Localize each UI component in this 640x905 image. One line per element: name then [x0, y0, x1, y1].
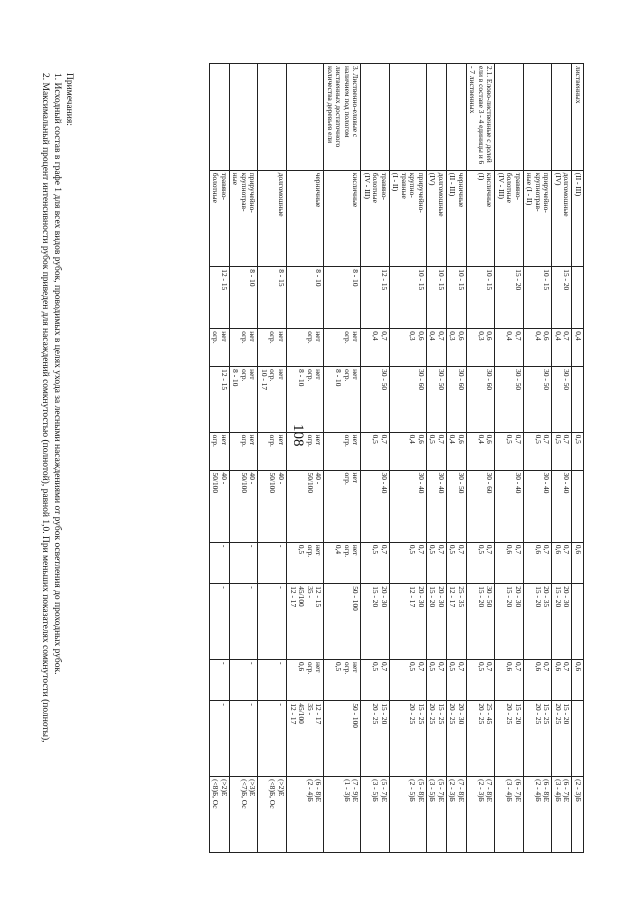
table-cell: (7 - 9)Е (1 - 3)Б [324, 777, 361, 853]
table-cell: долгомошные (IV) [426, 170, 446, 266]
table-cell: 15 - 25 20 - 25 [389, 701, 426, 777]
table-cell: 0,7 0,5 [446, 660, 466, 701]
table-cell: - [209, 660, 229, 701]
table-cell: 0,7 0,4 [426, 329, 446, 367]
table-cell: 12 - 15 [209, 367, 229, 432]
table-cell: 30 - 60 [466, 470, 495, 542]
table-cell: 30 - 50 [446, 470, 466, 542]
table-cell: 0,7 0,5 [426, 542, 446, 583]
table-row [229, 64, 258, 853]
table-cell: (5 - 7)Е (3 - 5)Б [426, 777, 446, 853]
table-cell [572, 470, 584, 542]
table-cell: 30 - 50 [361, 367, 390, 432]
table-cell: 20 - 30 15 - 20 [495, 584, 524, 660]
table-cell [389, 64, 426, 171]
table-cell: (5 - 7)Е (3 - 5)Б [361, 777, 390, 853]
table-cell: 40 - 50/100 [258, 470, 287, 542]
table-cell: 2.1. Елово-лиственные с долей ели в составе 3 - 4 единицы и 6 - 7 лиственных [466, 64, 495, 171]
table-cell: нет огр. 10 - 17 [258, 367, 287, 432]
table-cell: (>2)Е (<8)Б, Ос [209, 777, 229, 853]
table-cell [572, 701, 584, 777]
table-cell: 30 - 60 [389, 367, 426, 432]
table-cell [446, 64, 466, 171]
table-cell: - [258, 542, 287, 583]
table-cell: 8 - 10 [324, 267, 361, 329]
table-body [209, 64, 583, 853]
table-cell: 0,4 [572, 329, 584, 367]
table-cell: лиственных [572, 64, 584, 171]
table-cell: 30 - 50 15 - 20 [466, 584, 495, 660]
table-cell: нет огр. [209, 329, 229, 367]
table-cell: (6 - 8)Е (2 - 4)Б [523, 777, 552, 853]
table-cell: 12 - 15 [209, 267, 229, 329]
table-cell: кисличные (I) [466, 170, 495, 266]
table-cell: 30 - 40 [523, 470, 552, 542]
table-cell: (6 - 7)Е (3 - 4)Б [552, 777, 572, 853]
table-cell: 15 - 20 20 - 25 [552, 701, 572, 777]
table-cell: 0,7 0,5 [426, 432, 446, 470]
table-cell: нет огр. [324, 432, 361, 470]
table-cell: нет огр. [229, 329, 258, 367]
table-cell: 20 - 30 20 - 25 [446, 701, 466, 777]
table-cell: 50 - 100 [324, 701, 361, 777]
table-cell: 0,7 0,5 [523, 432, 552, 470]
table-cell: нет огр. 0,4 [324, 542, 361, 583]
table-cell: (>3)Е (<7)Б, Ос [229, 777, 258, 853]
table-cell: нет огр. [324, 329, 361, 367]
table-cell: нет огр. 0,6 [287, 660, 324, 701]
table-cell: 0,7 0,6 [523, 542, 552, 583]
notes [38, 73, 74, 853]
table-row [324, 64, 361, 853]
table-cell: - [258, 584, 287, 660]
table-cell [287, 64, 324, 171]
table-cell: травяно- болотные (IV - III) [495, 170, 524, 266]
table-cell [229, 64, 258, 171]
table-row [361, 64, 390, 853]
table-cell: 0,7 0,5 [361, 432, 390, 470]
table-cell: кисличные [324, 170, 361, 266]
table-cell: приручейно- крупнотрав- ные (I - II) [523, 170, 552, 266]
table-cell: 0,7 0,5 [552, 432, 572, 470]
note-2: 2. Максимальный процент интенсивности рубок приведен для насаждений сомкнутостью (полнотой), равной 1,0. При меньших показателях сомкнутости (полноты), [40, 73, 51, 743]
table-cell: нет огр. 8 - 10 [287, 367, 324, 432]
table-cell: 0,7 0,6 [552, 660, 572, 701]
table-cell: 30 - 40 [389, 470, 426, 542]
table-cell [552, 64, 572, 171]
table-cell: 12 - 17 35 - 45/100 12 - 17 [287, 701, 324, 777]
table-cell: приручейно- крупнотрав- ные [229, 170, 258, 266]
rotated-content [40, 63, 584, 853]
table-row [523, 64, 552, 853]
table-cell: 3. Лиственно-еловые с наличием под пологом лиственных достаточного количества деревьев ели [324, 64, 361, 171]
table-cell: 40 - 50/100 [209, 470, 229, 542]
table-cell: травяно- болотные (IV - III) [361, 170, 390, 266]
table-cell: 0,7 0,6 [523, 660, 552, 701]
table-cell: приручейно- крупно- травные (I - II) [389, 170, 426, 266]
table-cell: нет огр. [229, 432, 258, 470]
table-cell: 12 - 15 [361, 267, 390, 329]
table-cell: 0,7 0,5 [389, 660, 426, 701]
table-cell: - [209, 701, 229, 777]
table-cell: (6 - 7)Е (3 - 4)Б [495, 777, 524, 853]
table-cell: 25 - 35 12 - 17 [446, 584, 466, 660]
table-cell: 20 - 35 15 - 20 [523, 584, 552, 660]
table-cell: 8 - 15 [258, 267, 287, 329]
table-cell: 15 - 20 [495, 267, 524, 329]
table-row [572, 64, 584, 853]
table-cell: (2 - 3)Б [572, 777, 584, 853]
table-cell: нет огр. 0,5 [324, 660, 361, 701]
table-cell: 20 - 30 15 - 20 [426, 584, 446, 660]
table-cell: 0,7 0,5 [495, 432, 524, 470]
table-cell: 0,6 0,4 [523, 329, 552, 367]
table-cell: - [209, 584, 229, 660]
table-cell: 0,7 0,5 [389, 542, 426, 583]
table-cell [209, 64, 229, 171]
table-cell: нет огр. [258, 432, 287, 470]
table-cell: 15 - 20 20 - 25 [495, 701, 524, 777]
table-row [466, 64, 495, 853]
table-cell [426, 64, 446, 171]
table-cell: 20 - 30 12 - 17 [389, 584, 426, 660]
table-cell: травяно- болотные [209, 170, 229, 266]
table-cell: черничные [287, 170, 324, 266]
table-cell: 30 - 40 [426, 470, 446, 542]
table-cell: 0,7 0,5 [466, 542, 495, 583]
table-row [209, 64, 229, 853]
table-cell: 0,5 [572, 432, 584, 470]
table-cell [258, 64, 287, 171]
table-cell: 0,7 0,4 [361, 329, 390, 367]
table-cell: нет огр. 8 - 10 [229, 367, 258, 432]
table-cell: 30 - 60 [466, 367, 495, 432]
table-row [552, 64, 572, 853]
table-cell: нет огр. 8 - 10 [324, 367, 361, 432]
table-cell: нет огр. [287, 432, 324, 470]
table-row [446, 64, 466, 853]
table-cell: нет огр. [287, 329, 324, 367]
thinning-table [209, 63, 584, 853]
table-cell: 0,7 0,5 [466, 660, 495, 701]
table-cell: 15 - 25 20 - 25 [426, 701, 446, 777]
table-cell: 0,6 0,3 [446, 329, 466, 367]
table-cell: 0,7 0,4 [495, 329, 524, 367]
table-cell: 0,6 0,3 [466, 329, 495, 367]
table-cell: 40 - 50/100 [229, 470, 258, 542]
table-cell: - [258, 701, 287, 777]
table-cell: 15 - 20 [552, 267, 572, 329]
table-cell [495, 64, 524, 171]
table-cell: (7 - 8)Е (2 - 3)Б [446, 777, 466, 853]
table-cell: - [258, 660, 287, 701]
table-cell: нет огр. 0,5 [287, 542, 324, 583]
table-row [287, 64, 324, 853]
table-cell: - [229, 584, 258, 660]
table-cell: (7 - 8)Е (2 - 3)Б [466, 777, 495, 853]
table-cell: - [229, 542, 258, 583]
table-cell: 30 - 50 [523, 367, 552, 432]
table-row [426, 64, 446, 853]
table-cell: 30 - 40 [552, 470, 572, 542]
table-cell: 20 - 30 15 - 20 [361, 584, 390, 660]
table-cell: (6 - 8)Е (2 - 4)Б [287, 777, 324, 853]
table-cell: - [229, 660, 258, 701]
table-cell: 0,6 [572, 660, 584, 701]
table-cell: 0,7 0,6 [495, 542, 524, 583]
table-cell: 0,7 0,5 [361, 660, 390, 701]
table-cell: 30 - 60 [446, 367, 466, 432]
note-1: 1. Исходный состав в графе 1 для всех видов рубок, проводимых в целях ухода за лесными насаждениями от рубок осветления до проходных рубок. [52, 73, 63, 675]
table-cell: нет огр. [209, 432, 229, 470]
table-cell: 20 - 30 15 - 20 [552, 584, 572, 660]
table-cell: 8 - 10 [287, 267, 324, 329]
table-cell: 15 - 25 20 - 25 [523, 701, 552, 777]
table-cell [572, 584, 584, 660]
table-cell: 10 - 15 [466, 267, 495, 329]
table-cell: 0,6 [572, 542, 584, 583]
table-row [258, 64, 287, 853]
notes-title: Примечания: [64, 73, 74, 126]
table-cell: 0,6 0,4 [389, 432, 426, 470]
table-cell: 10 - 15 [523, 267, 552, 329]
table-cell: нет огр. [324, 470, 361, 542]
table-cell: - [209, 542, 229, 583]
table-cell: 0,6 0,4 [466, 432, 495, 470]
table-cell [523, 64, 552, 171]
table-cell: 40 - 50/100 [287, 470, 324, 542]
table-cell: 30 - 50 [426, 367, 446, 432]
table-cell: 30 - 40 [361, 470, 390, 542]
table-row [495, 64, 524, 853]
table-cell: 25 - 45 20 - 25 [466, 701, 495, 777]
table-cell: 0,6 0,3 [389, 329, 426, 367]
table-cell: - [229, 701, 258, 777]
table-cell: 0,7 0,6 [552, 542, 572, 583]
table-cell: 0,7 0,6 [495, 660, 524, 701]
table-cell: 30 - 50 [495, 367, 524, 432]
table-cell: (II - III) [572, 170, 584, 266]
table-cell: долгомошные (IV) [552, 170, 572, 266]
table-cell [572, 367, 584, 432]
table-cell: 0,7 0,5 [426, 660, 446, 701]
table-cell: 30 - 50 [552, 367, 572, 432]
table-cell: 10 - 15 [389, 267, 426, 329]
page-number: 108 [290, 424, 306, 447]
table-cell: 0,6 0,4 [446, 432, 466, 470]
table-cell: нет огр. [258, 329, 287, 367]
table-cell: 10 - 15 [426, 267, 446, 329]
table-cell: (5 - 8)Е (2 - 5)Б [389, 777, 426, 853]
table-cell: 0,7 0,5 [361, 542, 390, 583]
table-cell [572, 267, 584, 329]
table-cell: 8 - 10 [229, 267, 258, 329]
table-cell: 12 - 15 35 - 45/100 12 - 17 [287, 584, 324, 660]
table-cell: черничные (II - III) [446, 170, 466, 266]
table-cell [361, 64, 390, 171]
table-cell: долгомошные [258, 170, 287, 266]
table-row [389, 64, 426, 853]
table-cell: 30 - 40 [495, 470, 524, 542]
table-cell: 15 - 20 20 - 25 [361, 701, 390, 777]
table-cell: (>2)Е (<8)Б, Ос [258, 777, 287, 853]
table-cell: 0,7 0,5 [446, 542, 466, 583]
table-cell: 10 - 15 [446, 267, 466, 329]
table-cell: 0,7 0,4 [552, 329, 572, 367]
table-cell: 50 - 100 [324, 584, 361, 660]
